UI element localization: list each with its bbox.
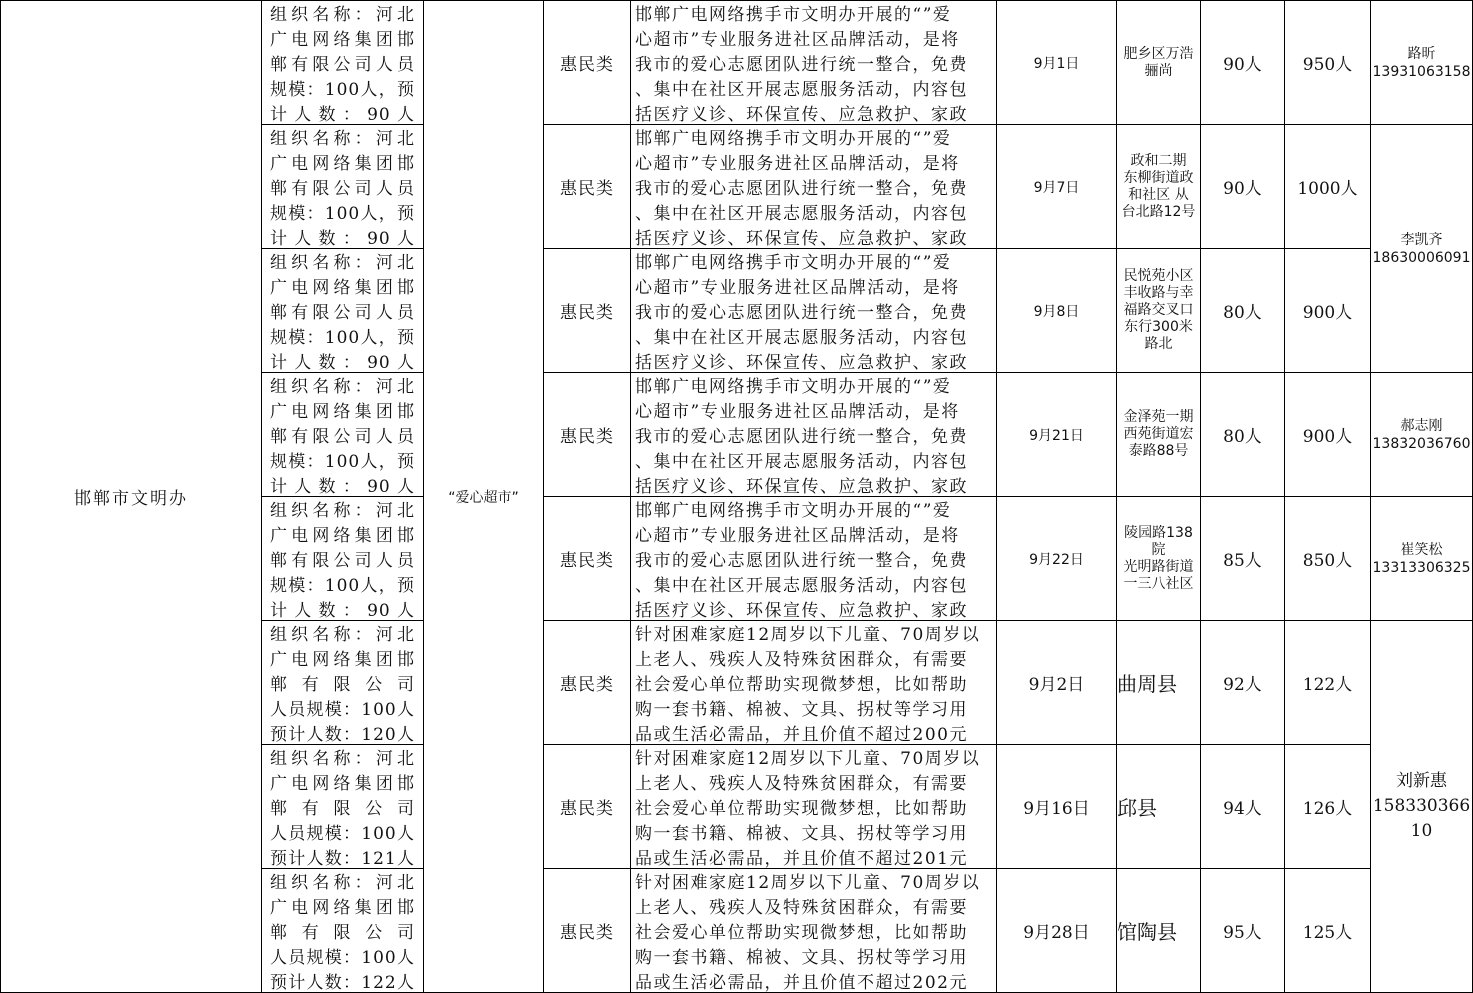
org-info-cell: 组织名称：河北 广电网络集团邯 郸有限公司人员 规模：100人，预 计人数：90人 xyxy=(262,1,424,125)
location-cell: 曲周县 xyxy=(1117,621,1201,745)
beneficiary-count-cell: 126人 xyxy=(1285,745,1371,869)
date-cell: 9月28日 xyxy=(997,869,1117,993)
contact-name: 李凯齐 xyxy=(1400,231,1443,248)
beneficiary-count-cell: 900人 xyxy=(1285,373,1371,497)
beneficiary-count-cell: 950人 xyxy=(1285,1,1371,125)
contact-name: 郝志刚 xyxy=(1400,417,1443,434)
location-cell: 政和二期 东柳街道政 和社区 从 台北路12号 xyxy=(1117,125,1201,249)
contact-cell xyxy=(1371,497,1473,621)
category-cell: 惠民类 xyxy=(544,249,631,373)
date-cell: 9月2日 xyxy=(997,621,1117,745)
org-info-cell: 组织名称：河北 广电网络集团邯 郸有限公司人员 规模：100人，预 计人数：90人 xyxy=(262,497,424,621)
volunteer-count-cell: 92人 xyxy=(1201,621,1285,745)
beneficiary-count-cell: 122人 xyxy=(1285,621,1371,745)
description-cell: 邯郸广电网络携手市文明办开展的“”爱 心超市”专业服务进社区品牌活动，是将 我市的爱心志愿团队进行统一整合，免费 、集中在社区开展志愿服务活动，内容包 括医疗义诊、环保宣传、应急救护、家政 xyxy=(631,249,997,373)
org-info-cell: 组织名称：河北 广电网络集团邯 郸有限公司人员 规模：100人，预 计人数：90人 xyxy=(262,373,424,497)
volunteer-count-cell: 80人 xyxy=(1201,373,1285,497)
description-cell: 针对困难家庭12周岁以下儿童、70周岁以 上老人、残疾人及特殊贫困群众，有需要 社会爱心单位帮助实现微梦想，比如帮助 购一套书籍、棉被、文具、拐杖等学习用 品或生活必需品，并且价值不超过202元 xyxy=(631,869,997,993)
location-cell: 邱县 xyxy=(1117,745,1201,869)
contact-name: 崔笑松 xyxy=(1400,541,1443,558)
category-cell: 惠民类 xyxy=(544,621,631,745)
org-info-cell: 组织名称：河北 广电网络集团邯 郸有限公司人员 规模：100人，预 计人数：90人 xyxy=(262,249,424,373)
org-info-cell: 组织名称：河北 广电网络集团邯 郸有限公司 人员规模：100人 预计人数：120人 xyxy=(262,621,424,745)
contact-phone: 13832036760 xyxy=(1372,435,1471,452)
date-cell: 9月16日 xyxy=(997,745,1117,869)
volunteer-count-cell: 90人 xyxy=(1201,125,1285,249)
category-cell: 惠民类 xyxy=(544,745,631,869)
contact-cell xyxy=(1371,125,1473,373)
contact-cell xyxy=(1371,373,1473,497)
location-cell: 陵园路138 院 光明路街道 一三八社区 xyxy=(1117,497,1201,621)
category-cell: 惠民类 xyxy=(544,125,631,249)
date-cell: 9月22日 xyxy=(997,497,1117,621)
description-cell: 邯郸广电网络携手市文明办开展的“”爱 心超市”专业服务进社区品牌活动，是将 我市的爱心志愿团队进行统一整合，免费 、集中在社区开展志愿服务活动，内容包 括医疗义诊、环保宣传、应急救护、家政 xyxy=(631,373,997,497)
beneficiary-count-cell: 125人 xyxy=(1285,869,1371,993)
description-cell: 邯郸广电网络携手市文明办开展的“”爱 心超市”专业服务进社区品牌活动，是将 我市的爱心志愿团队进行统一整合，免费 、集中在社区开展志愿服务活动，内容包 括医疗义诊、环保宣传、应急救护、家政 xyxy=(631,125,997,249)
description-cell: 邯郸广电网络携手市文明办开展的“”爱 心超市”专业服务进社区品牌活动，是将 我市的爱心志愿团队进行统一整合，免费 、集中在社区开展志愿服务活动，内容包 括医疗义诊、环保宣传、应急救护、家政 xyxy=(631,1,997,125)
organizer-unit-cell: 邯郸市文明办 xyxy=(1,1,262,993)
contact-name: 路昕 xyxy=(1407,45,1436,62)
contact-phone: 13313306325 xyxy=(1372,559,1471,576)
beneficiary-count-cell: 900人 xyxy=(1285,249,1371,373)
contact-cell xyxy=(1371,1,1473,125)
activity-name-cell: “爱心超市” xyxy=(424,1,544,993)
contact-name: 刘新惠 xyxy=(1396,771,1447,791)
category-cell: 惠民类 xyxy=(544,869,631,993)
description-cell: 针对困难家庭12周岁以下儿童、70周岁以 上老人、残疾人及特殊贫困群众，有需要 社会爱心单位帮助实现微梦想，比如帮助 购一套书籍、棉被、文具、拐杖等学习用 品或生活必需品，并且价值不超过201元 xyxy=(631,745,997,869)
beneficiary-count-cell: 850人 xyxy=(1285,497,1371,621)
volunteer-count-cell: 94人 xyxy=(1201,745,1285,869)
location-cell: 民悦苑小区 丰收路与幸 福路交叉口 东行300米 路北 xyxy=(1117,249,1201,373)
table-row xyxy=(1,1,1473,125)
org-info-cell: 组织名称：河北 广电网络集团邯 郸有限公司 人员规模：100人 预计人数：122人 xyxy=(262,869,424,993)
description-cell: 针对困难家庭12周岁以下儿童、70周岁以 上老人、残疾人及特殊贫困群众，有需要 社会爱心单位帮助实现微梦想，比如帮助 购一套书籍、棉被、文具、拐杖等学习用 品或生活必需品，并且价值不超过200元 xyxy=(631,621,997,745)
org-info-cell: 组织名称：河北 广电网络集团邯 郸有限公司人员 规模：100人，预 计人数：90人 xyxy=(262,125,424,249)
contact-cell xyxy=(1371,621,1473,993)
location-cell: 金泽苑一期 西苑街道宏 泰路88号 xyxy=(1117,373,1201,497)
volunteer-count-cell: 95人 xyxy=(1201,869,1285,993)
date-cell: 9月1日 xyxy=(997,1,1117,125)
date-cell: 9月8日 xyxy=(997,249,1117,373)
contact-phone: 18630006091 xyxy=(1372,249,1471,266)
location-cell: 肥乡区万浩 骊尚 xyxy=(1117,1,1201,125)
volunteer-count-cell: 85人 xyxy=(1201,497,1285,621)
category-cell: 惠民类 xyxy=(544,497,631,621)
volunteer-count-cell: 80人 xyxy=(1201,249,1285,373)
category-cell: 惠民类 xyxy=(544,373,631,497)
category-cell: 惠民类 xyxy=(544,1,631,125)
location-cell: 馆陶县 xyxy=(1117,869,1201,993)
date-cell: 9月21日 xyxy=(997,373,1117,497)
contact-phone: 13931063158 xyxy=(1372,63,1471,80)
beneficiary-count-cell: 1000人 xyxy=(1285,125,1371,249)
date-cell: 9月7日 xyxy=(997,125,1117,249)
contact-phone: 15833036610 xyxy=(1372,796,1471,841)
description-cell: 邯郸广电网络携手市文明办开展的“”爱 心超市”专业服务进社区品牌活动，是将 我市的爱心志愿团队进行统一整合，免费 、集中在社区开展志愿服务活动，内容包 括医疗义诊、环保宣传、应急救护、家政 xyxy=(631,497,997,621)
org-info-cell: 组织名称：河北 广电网络集团邯 郸有限公司 人员规模：100人 预计人数：121人 xyxy=(262,745,424,869)
volunteer-count-cell: 90人 xyxy=(1201,1,1285,125)
